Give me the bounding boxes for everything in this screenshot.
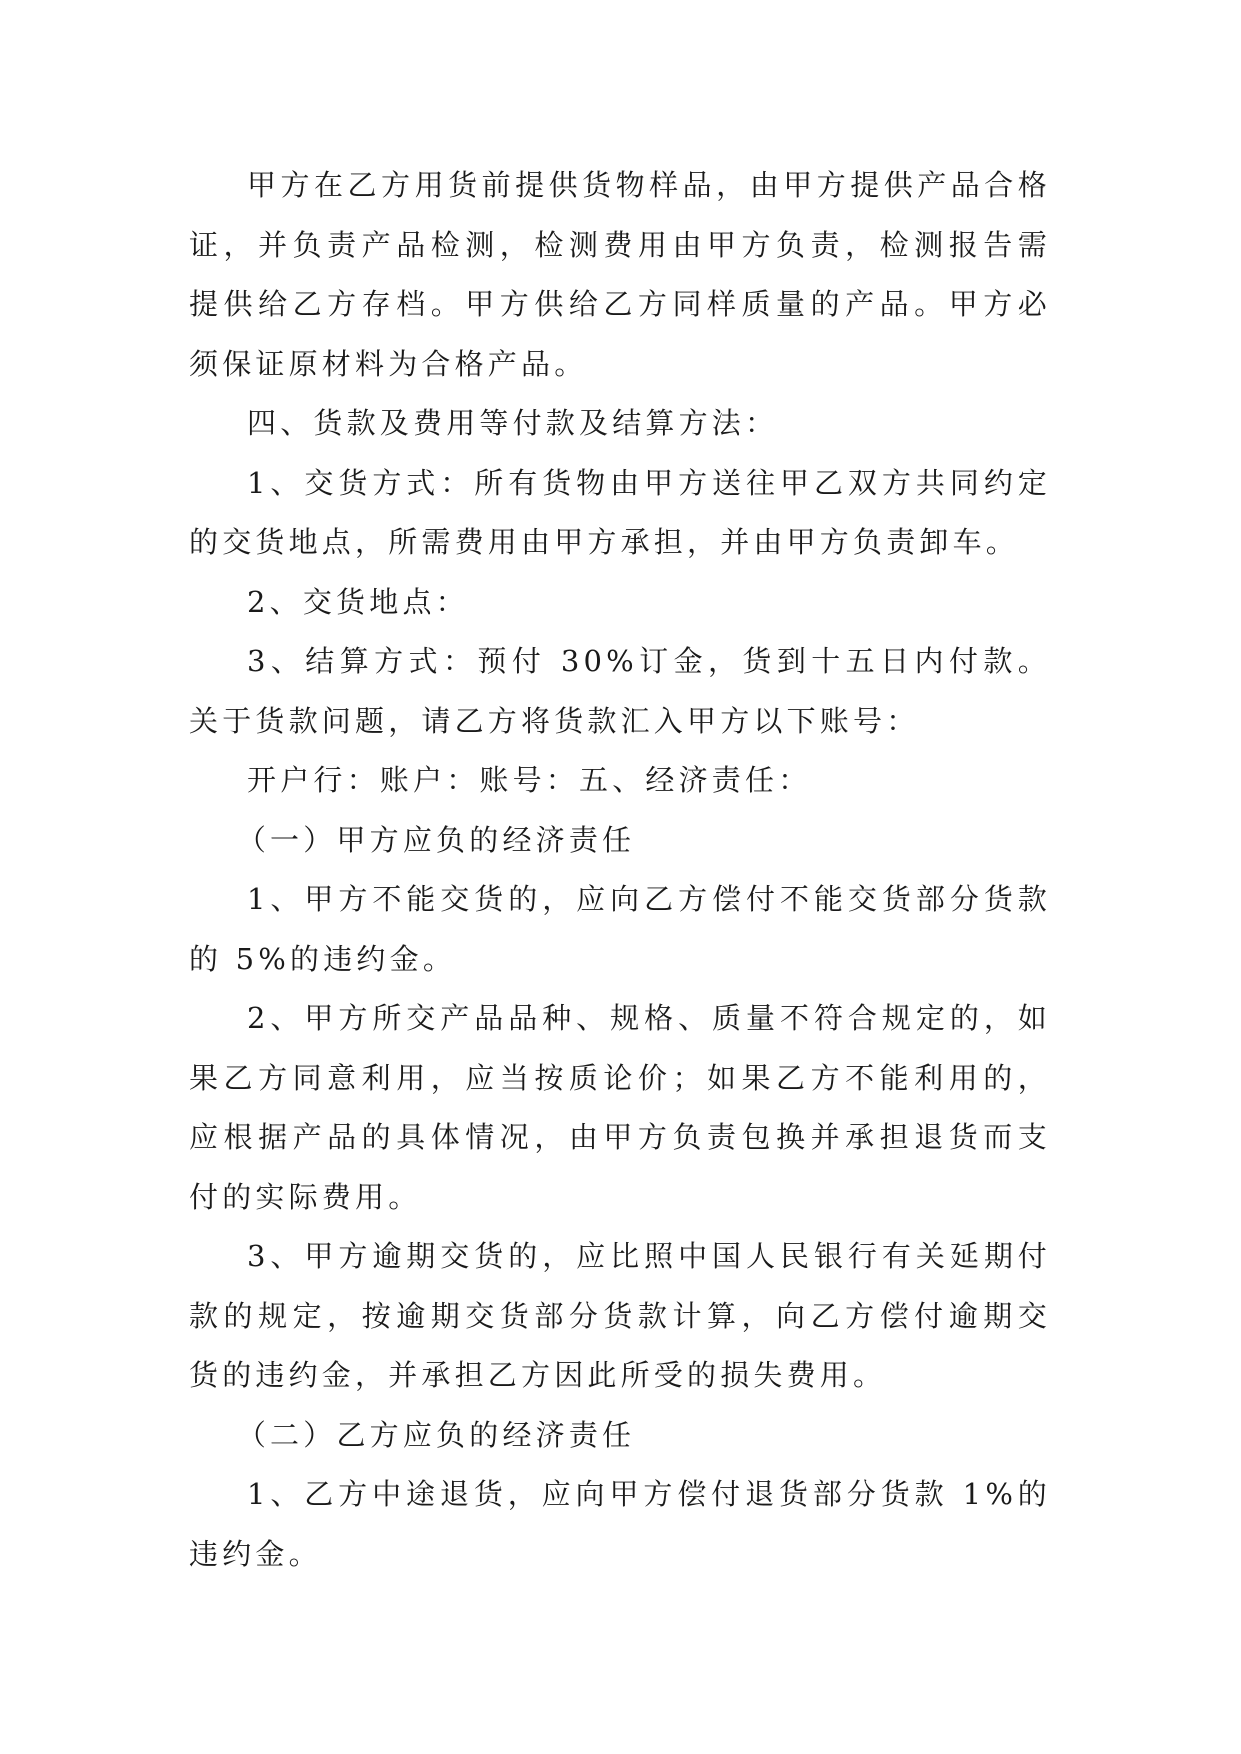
paragraph-bank-account: 开户行：账户：账号：五、经济责任： (247, 763, 812, 797)
paragraph-sample-quality: 甲方在乙方用货前提供货物样品，由甲方提供产品合格证，并负责产品检测，检测费用由甲方负责，检测报告需提供给乙方存档。甲方供给乙方同样质量的产品。甲方必须保证原材料为合格产品。 (189, 168, 1051, 381)
paragraph-settlement-method: 3、结算方式：预付 30%订金，货到十五日内付款。关于货款问题，请乙方将货款汇入甲方以下账号： (189, 644, 1051, 738)
paragraph-delivery-method: 1、交货方式：所有货物由甲方送往甲乙双方共同约定的交货地点，所需费用由甲方承担，并由甲方负责卸车。 (189, 465, 1051, 559)
paragraph-delivery-location: 2、交货地点： (247, 584, 469, 619)
heading-payment-settlement: 四、货款及费用等付款及结算方法： (247, 406, 779, 440)
paragraph-party-b-item-1: 1、乙方中途退货，应向甲方偿付退货部分货款 1%的违约金。 (189, 1477, 1051, 1571)
heading-party-a-liability: （一）甲方应负的经济责任 (236, 822, 636, 857)
paragraph-party-a-item-3: 3、甲方逾期交货的，应比照中国人民银行有关延期付款的规定，按逾期交货部分货款计算，向乙方偿付逾期交货的违约金，并承担乙方因此所受的损失费用。 (189, 1239, 1051, 1392)
paragraph-party-a-item-1: 1、甲方不能交货的，应向乙方偿付不能交货部分货款的 5%的违约金。 (189, 882, 1051, 976)
document-body (189, 156, 1051, 1584)
paragraph-party-a-item-2: 2、甲方所交产品品种、规格、质量不符合规定的，如果乙方同意利用，应当按质论价；如果乙方不能利用的，应根据产品的具体情况，由甲方负责包换并承担退货而支付的实际费用。 (189, 1001, 1051, 1214)
heading-party-b-liability: （二）乙方应负的经济责任 (236, 1417, 636, 1452)
